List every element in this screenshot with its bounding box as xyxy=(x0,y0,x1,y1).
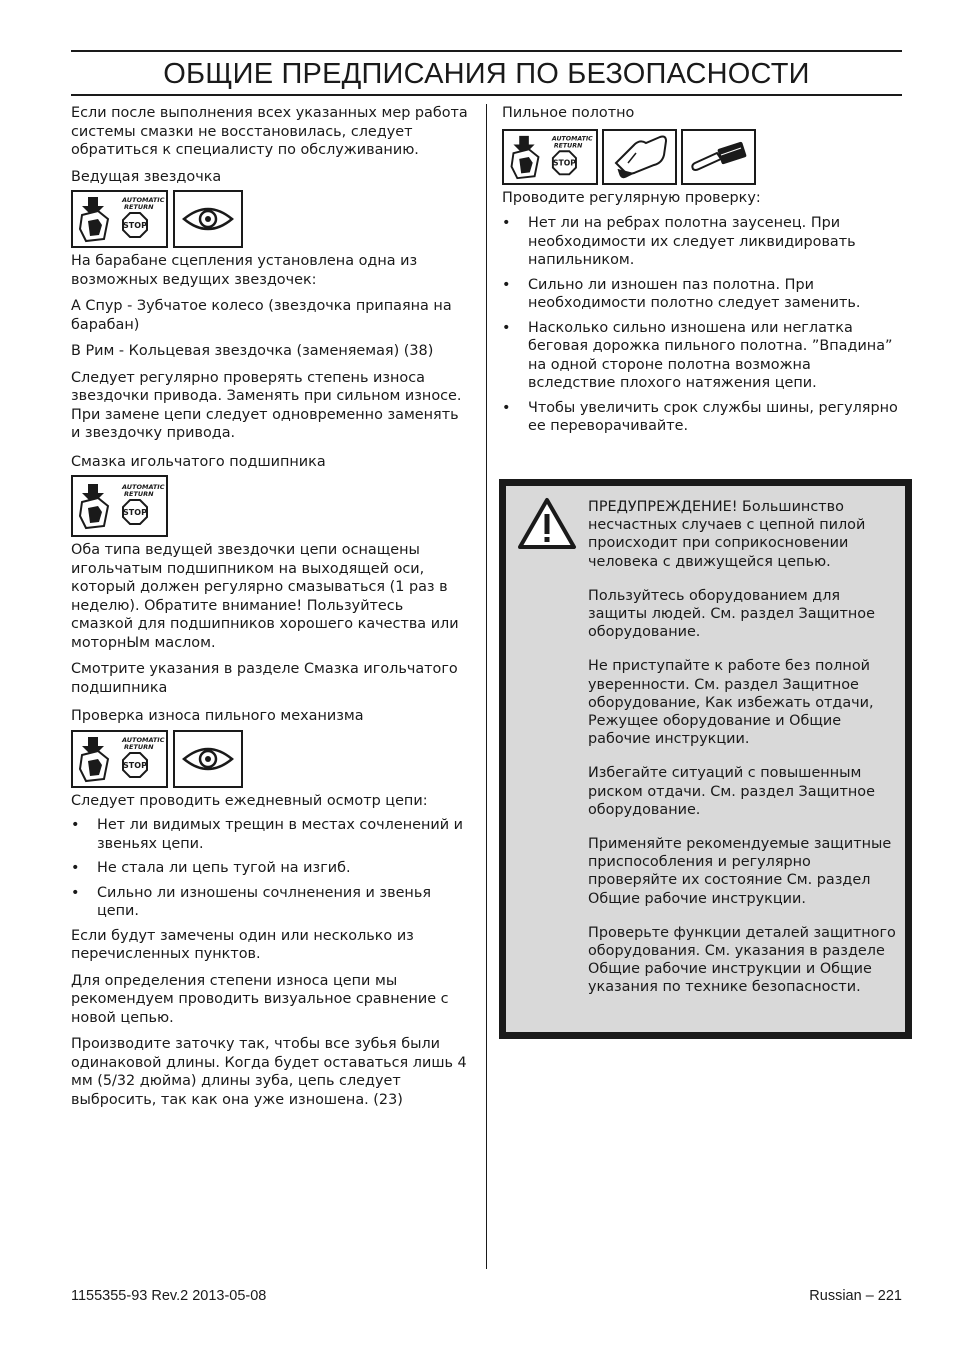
warning-panel xyxy=(506,486,905,1032)
stop-engine-icon xyxy=(71,730,168,788)
list-item: • Нет ли на ребрах полотна заусенец. При необходимости их следует ликвидировать напильником. xyxy=(502,214,902,270)
if-found-paragraph: Если будут замечены один или несколько из перечисленных пунктов. xyxy=(71,927,414,962)
right-column xyxy=(502,104,902,442)
warning-paragraph: Избегайте ситуаций с повышенным риском отдачи. См. раздел Защитное оборудование. xyxy=(588,765,875,818)
footer-doc-id: 1155355-93 Rev.2 2013-05-08 xyxy=(71,1288,267,1304)
list-item: • Чтобы увеличить срок службы шины, регулярно ее переворачивайте. xyxy=(502,399,902,436)
column-divider xyxy=(486,104,487,1269)
svg-text:AUTOMATIC: AUTOMATIC xyxy=(121,196,164,204)
warning-paragraph: Применяйте рекомендуемые защитные приспособления и регулярно проверяйте их состояние См. раздел Общие рабочие инструкции. xyxy=(588,836,892,907)
svg-text:RETURN: RETURN xyxy=(553,141,583,149)
warning-paragraph: Проверьте функции деталей защитного оборудования. См. указания в разделе Общие рабочие инструкции и Общие указания по технике безопасности. xyxy=(588,924,896,996)
svg-text:AUTOMATIC: AUTOMATIC xyxy=(551,135,593,143)
eye-inspect-icon xyxy=(173,730,243,788)
svg-text:AUTOMATIC: AUTOMATIC xyxy=(121,735,164,744)
see-instructions: Смотрите указания в разделе Смазка игольчатого подшипника xyxy=(71,661,458,696)
check-wear-paragraph: Следует регулярно проверять степень износа звездочки привода. Заменять при сильном износе. При замене цепи следует одновременно заменять и звездочку привода. xyxy=(71,369,462,441)
warning-paragraph: Не приступайте к работе без полной уверенности. См. раздел Защитное оборудование, Как избежать отдачи, Режущее оборудование и Общие рабочие инструкции. xyxy=(588,658,874,748)
svg-text:STOP: STOP xyxy=(122,221,147,230)
compare-paragraph: Для определения степени износа цепи мы рекомендуем проводить визуальное сравнение с новой цепью. xyxy=(71,972,449,1026)
daily-check: Следует проводить ежедневный осмотр цепи: xyxy=(71,792,428,809)
icon-row-cutting-wear xyxy=(71,730,469,788)
icon-row-needle-bearing xyxy=(71,475,469,537)
svg-text:RETURN: RETURN xyxy=(123,490,154,498)
list-item: • Нет ли видимых трещин в местах сочленений и звеньях цепи. xyxy=(71,816,469,853)
eye-inspect-icon xyxy=(173,190,243,248)
stop-engine-icon xyxy=(71,190,168,248)
list-item: • Не стала ли цепь тугой на изгиб. xyxy=(71,859,469,878)
intro-paragraph: Если после выполнения всех указанных мер работа системы смазки не восстановилась, следует обратиться к специалисту по обслуживанию. xyxy=(71,105,468,158)
svg-text:RETURN: RETURN xyxy=(123,742,154,751)
list-item: • Насколько сильно изношена или неглатка беговая дорожка пильного полотна. ”Впадина” на одной стороне полотна возможна вследствие плохого натяжения цепи. xyxy=(502,319,902,393)
needle-bearing-text: Оба типа ведущей звездочки цепи оснащены игольчатым подшипником на выходящей оси, который должен регулярно смазываться (1 раз в неделю). Обратите внимание! Пользуйтесь смазкой для подшипников хорошего качества или моторнЫм маслом. xyxy=(71,542,459,651)
svg-text:AUTOMATIC: AUTOMATIC xyxy=(121,483,164,491)
top-rule xyxy=(71,50,902,52)
left-column xyxy=(71,104,469,1117)
svg-text:RETURN: RETURN xyxy=(123,203,154,211)
guide-bar-check-list xyxy=(502,214,902,436)
icon-row-sprocket xyxy=(71,190,469,248)
stop-engine-icon xyxy=(71,475,168,537)
stop-engine-icon xyxy=(502,129,598,185)
footer-page-number: Russian – 221 xyxy=(809,1288,902,1304)
regular-check: Проводите регулярную проверку: xyxy=(502,189,761,206)
drive-sprocket-heading: Ведущая звездочка xyxy=(71,168,222,185)
warning-triangle-icon xyxy=(517,496,577,554)
list-item: • Сильно ли изношены сочлненения и звенья цепи. xyxy=(71,884,469,921)
option-b: B Рим - Кольцевая звездочка (заменяемая) (38) xyxy=(71,343,434,359)
warning-text xyxy=(588,498,900,1013)
needle-bearing-heading: Смазка игольчатого подшипника xyxy=(71,453,326,470)
chain-check-list xyxy=(71,816,469,921)
glove-icon xyxy=(602,129,677,185)
warning-paragraph: Пользуйтесь оборудованием для защиты людей. См. раздел Защитное оборудование. xyxy=(588,587,875,641)
svg-text:STOP: STOP xyxy=(552,158,576,168)
list-item: • Сильно ли изношен паз полотна. При необходимости полотно следует заменить. xyxy=(502,276,902,313)
file-tool-icon xyxy=(681,129,756,185)
sharpen-paragraph: Производите заточку так, чтобы все зубья были одинаковой длины. Когда будет оставаться лишь 4 мм (5/32 дюйма) длины зуба, цепь следует выбросить, так как она уже изношена. (23) xyxy=(71,1036,467,1108)
warning-paragraph: ПРЕДУПРЕЖДЕНИЕ! Большинство несчастных случаев с цепной пилой происходит при соприкосновении человека с движущейся цепью. xyxy=(588,499,866,570)
svg-text:STOP: STOP xyxy=(122,760,147,770)
cutting-wear-heading: Проверка износа пильного механизма xyxy=(71,708,364,724)
guide-bar-heading: Пильное полотно xyxy=(502,105,635,121)
page-title: ОБЩИЕ ПРЕДПИСАНИЯ ПО БЕЗОПАСНОСТИ xyxy=(71,56,902,96)
option-a: A Спур - Зубчатое колесо (звездочка припаяна на барабан) xyxy=(71,298,452,333)
warning-box xyxy=(499,479,912,1039)
drum-text: На барабане сцепления установлена одна из возможных ведущих звездочек: xyxy=(71,253,418,288)
icon-row-guide-bar xyxy=(502,129,902,185)
svg-text:STOP: STOP xyxy=(122,508,147,517)
